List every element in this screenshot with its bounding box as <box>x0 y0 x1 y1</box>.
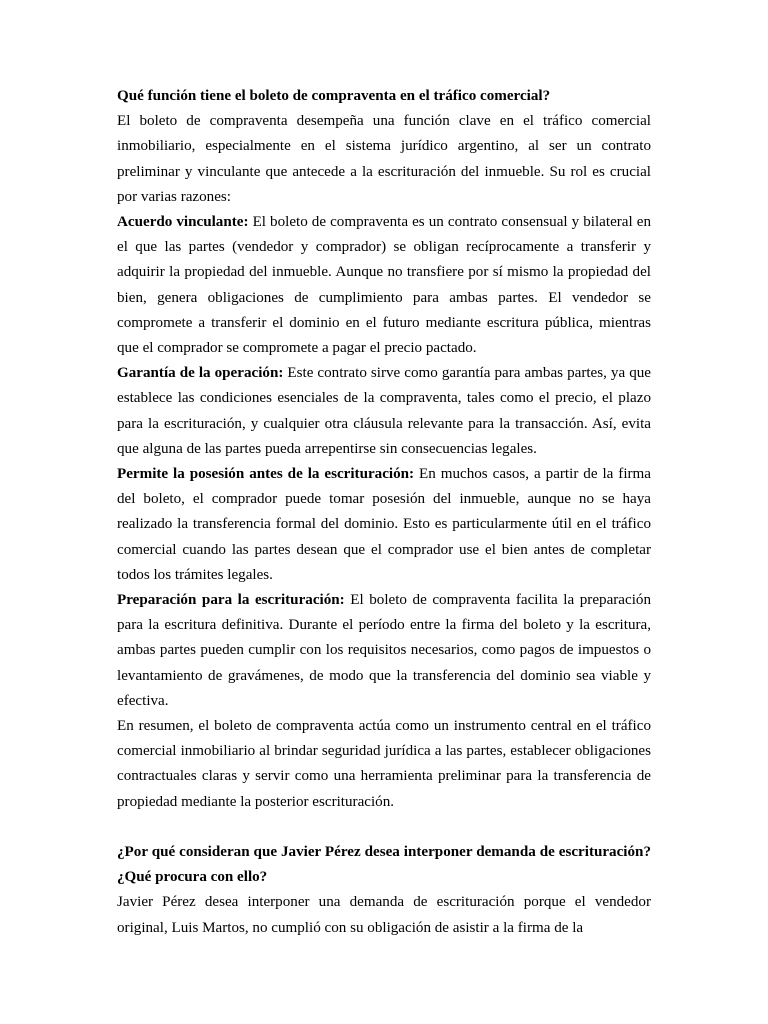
paragraph-spacer <box>117 815 651 840</box>
point-text: En muchos casos, a partir de la firma del boleto, el comprador puede tomar posesión del inmueble, aunque no se haya realizado la transferencia formal del dominio. Esto es particularmente útil en el tráfico comercial cuando las partes desean que el comprador use el bien antes de completar todos los trámites legales. <box>117 466 651 583</box>
point-paragraph-3 <box>117 462 651 588</box>
point-text: El boleto de compraventa facilita la preparación para la escritura definitiva. Durante el período entre la firma del boleto y la escritura, ambas partes pueden cumplir con los requisitos necesarios, como pagos de impuestos o levantamiento de gravámenes, de modo que la transferencia del dominio sea viable y efectiva. <box>117 592 651 709</box>
answer-paragraph: Javier Pérez desea interponer una demanda de escrituración porque el vendedor original, Luis Martos, no cumplió con su obligación de asistir a la firma de la <box>117 894 651 936</box>
point-heading: Preparación para la escrituración: <box>117 592 345 609</box>
question-heading-1: Qué función tiene el boleto de compraventa en el tráfico comercial? <box>117 88 551 104</box>
intro-paragraph: El boleto de compraventa desempeña una función clave en el tráfico comercial inmobiliario, especialmente en el sistema jurídico argentino, al ser un contrato preliminar y vinculante que antecede a la escrituración del inmueble. Su rol es crucial por varias razones: <box>117 113 651 205</box>
summary-paragraph: En resumen, el boleto de compraventa actúa como un instrumento central en el tráfico comercial inmobiliario al brindar seguridad jurídica a las partes, establecer obligaciones contractuales claras y servir como una herramienta preliminar para la transferencia de propiedad mediante la posterior escrituración. <box>117 718 651 810</box>
point-text: Este contrato sirve como garantía para ambas partes, ya que establece las condiciones esenciales de la compraventa, tales como el precio, el plazo para la escrituración, y cualquier otra cláusula relevante para la transacción. Así, evita que alguna de las partes pueda arrepentirse sin consecuencias legales. <box>117 365 651 457</box>
point-paragraph-4 <box>117 588 651 714</box>
point-text: El boleto de compraventa es un contrato consensual y bilateral en el que las partes (vendedor y comprador) se obligan recíprocamente a transferir y adquirir la propiedad del inmueble. Aunque no transfiere por sí mismo la propiedad del bien, genera obligaciones de cumplimiento para ambas partes. El vendedor se compromete a transferir el dominio en el futuro mediante escritura pública, mientras que el comprador se compromete a pagar el precio pactado. <box>117 214 651 357</box>
point-heading: Garantía de la operación: <box>117 365 284 382</box>
point-paragraph-1 <box>117 210 651 361</box>
question-heading-2: ¿Por qué consideran que Javier Pérez desea interponer demanda de escrituración? ¿Qué procura con ello? <box>117 844 651 886</box>
point-heading: Acuerdo vinculante: <box>117 214 249 231</box>
point-heading: Permite la posesión antes de la escrituración: <box>117 466 415 483</box>
point-paragraph-2 <box>117 361 651 462</box>
document-body <box>117 84 651 941</box>
